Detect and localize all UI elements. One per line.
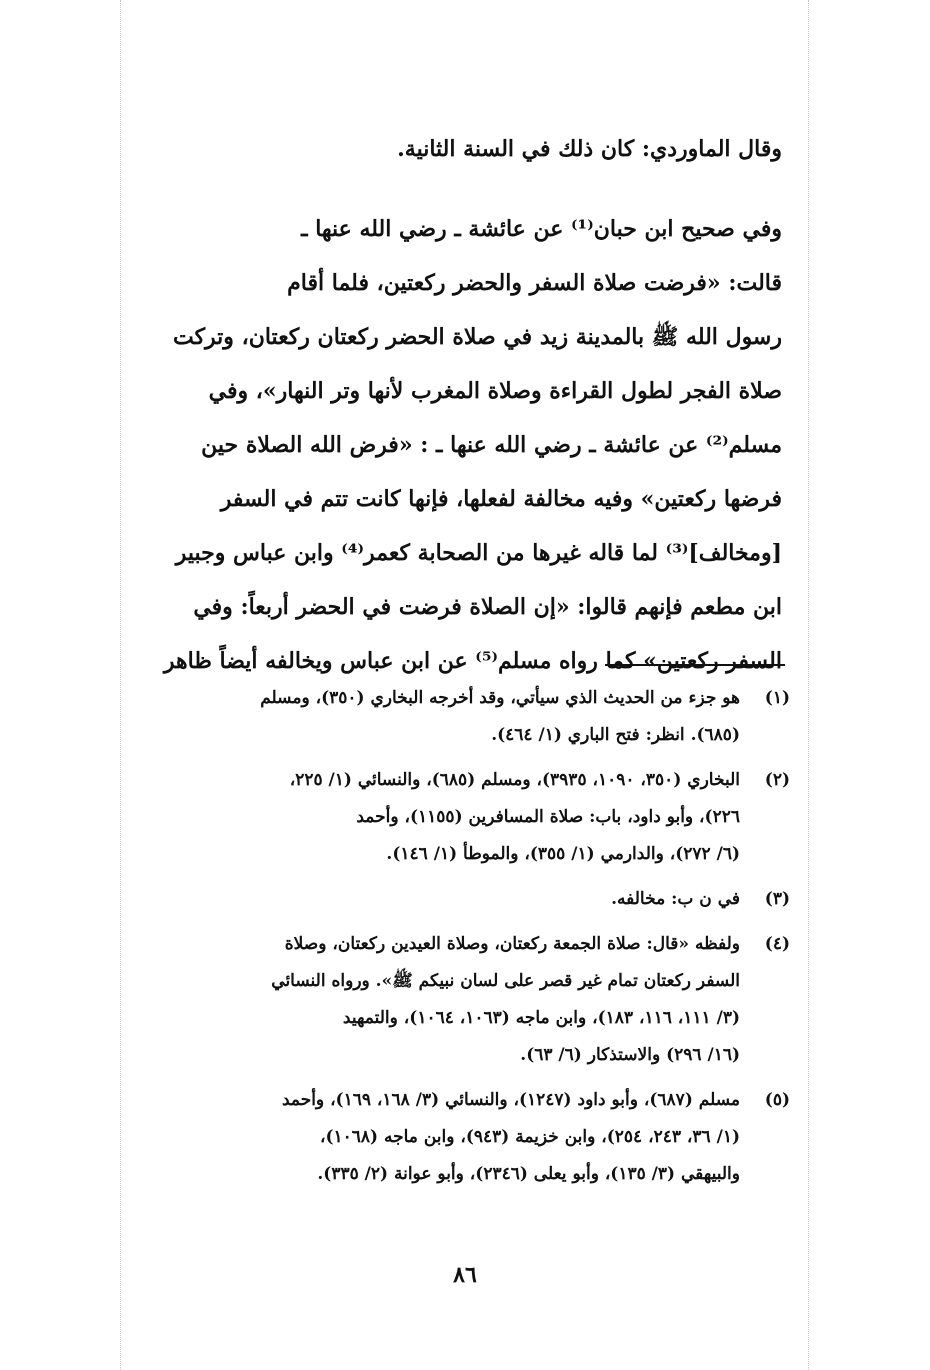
footnote-number: (٢) [764,770,790,790]
footnote-line: ولفظه «قال: صلاة الجمعة ركعتان، وصلاة العيدين ركعتان، وصلاة [284,934,740,954]
intro-paragraph [110,122,782,176]
body-line: قالت: «فرضت صلاة السفر والحضر ركعتين، فلما أقام [287,270,782,296]
footnote-line: السفر ركعتان تمام غير قصر على لسان نبيكم ﷺ». ورواه النسائي [271,971,740,991]
footnote-1 [110,680,790,754]
footnote-line: مسلم (٦٨٧)، وأبو داود (١٢٤٧)، والنسائي (٣/ ١٦٨، ١٦٩)، وأحمد [281,1090,740,1110]
page-number: ٨٦ [453,1262,477,1288]
footnote-number: (٤) [764,934,790,954]
footnote-line: (١/ ٣٦، ٢٤٣، ٢٥٤)، وابن خزيمة (٩٤٣)، وابن ماجه (١٠٦٨)، [319,1127,740,1147]
footnote-line: ٢٢٦)، وأبو داود، باب: صلاة المسافرين (١١٥٥)، وأحمد [356,807,740,827]
footnote-number: (١) [764,688,790,708]
footnote-line: البخاري (٣٥٠، ١٠٩٠، ٣٩٣٥)، ومسلم (٦٨٥)، والنسائي (١/ ٢٢٥، [289,770,740,790]
footnote-line: (٦٨٥). انظر: فتح الباري (١/ ٤٦٤). [491,725,740,745]
body-line: [ومخالف]⁽³⁾ لما قاله غيرها من الصحابة كعمر⁽⁴⁾ وابن عباس وجبير [175,540,782,566]
body-line: السفر ركعتين» كما رواه مسلم⁽⁵⁾ عن ابن عباس ويخالفه أيضاً ظاهر [163,648,782,674]
footnote-5 [110,1082,790,1193]
footnote-3 [110,881,790,918]
footnote-separator [605,664,785,666]
body-line: مسلم⁽²⁾ عن عائشة ـ رضي الله عنها ـ : «فرض الله الصلاة حين [201,432,782,458]
body-line: فرضها ركعتين» وفيه مخالفة لفعلها، فإنها كانت تتم في السفر [220,486,782,512]
footnote-line: (٣/ ١١١، ١١٦، ١٨٣)، وابن ماجه (١٠٦٣، ١٠٦٤)، والتمهيد [342,1008,740,1028]
body-line: ابن مطعم فإنهم قالوا: «إن الصلاة فرضت في الحضر أربعاً: وفي [193,594,782,620]
footnote-number: (٣) [764,889,790,909]
body-line: رسول الله ﷺ بالمدينة زيد في صلاة الحضر ركعتان ركعتان، وتركت [172,324,782,350]
footnote-4 [110,926,790,1074]
footnote-line: والبيهقي (٣/ ١٣٥)، وأبو يعلى (٢٣٤٦)، وأبو عوانة (٢/ ٣٣٥). [317,1164,740,1184]
footnote-line: هو جزء من الحديث الذي سيأتي، وقد أخرجه البخاري (٣٥٠)، ومسلم [260,688,740,708]
footnotes-section [110,680,790,1201]
body-line: وفي صحيح ابن حبان⁽¹⁾ عن عائشة ـ رضي الله عنها ـ [301,216,782,242]
body-line: صلاة الفجر لطول القراءة وصلاة المغرب لأنها وتر النهار»، وفي [208,378,782,404]
footnote-line: (١٦/ ٢٩٦) والاستذكار (٦/ ٦٣). [520,1045,740,1065]
right-margin-guide [808,0,809,1370]
footnote-line: (٦/ ٢٧٢)، والدارمي (١/ ٣٥٥)، والموطأ (١/ ١٤٦). [386,844,740,864]
footnote-number: (٥) [764,1090,790,1110]
footnote-line: في ن ب: مخالفه. [611,889,740,909]
footnote-2 [110,762,790,873]
main-paragraph [110,202,782,688]
intro-line: وقال الماوردي: كان ذلك في السنة الثانية. [397,136,782,162]
